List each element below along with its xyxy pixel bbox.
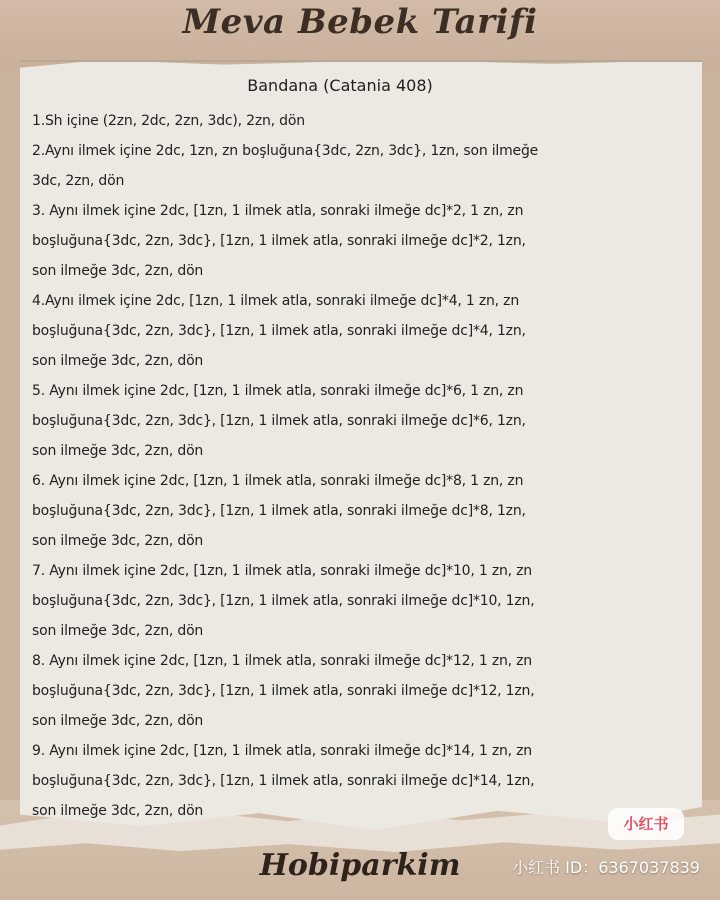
step-4: 4.Aynı ilmek içine 2dc, [1zn, 1 ilmek atla, sonraki ilmeğe dc]*4, 1 zn, zn boşluğuna{3dc, 2zn, 3dc}, [1zn, 1 ilmek atla, sonraki ilmeğe dc]*4, 1zn, son ilmeğe 3dc, 2zn, dön <box>32 293 526 369</box>
step-9: 9. Aynı ilmek içine 2dc, [1zn, 1 ilmek atla, sonraki ilmeğe dc]*14, 1 zn, zn boşluğuna{3dc, 2zn, 3dc}, [1zn, 1 ilmek atla, sonraki ilmeğe dc]*14, 1zn, son ilmeğe 3dc, 2zn, dön <box>32 743 535 819</box>
step-8: 8. Aynı ilmek içine 2dc, [1zn, 1 ilmek atla, sonraki ilmeğe dc]*12, 1 zn, zn boşluğuna{3dc, 2zn, 3dc}, [1zn, 1 ilmek atla, sonraki ilmeğe dc]*12, 1zn, son ilmeğe 3dc, 2zn, dön <box>32 653 535 729</box>
step-3: 3. Aynı ilmek içine 2dc, [1zn, 1 ilmek atla, sonraki ilmeğe dc]*2, 1 zn, zn boşluğuna{3dc, 2zn, 3dc}, [1zn, 1 ilmek atla, sonraki ilmeğe dc]*2, 1zn, son ilmeğe 3dc, 2zn, dön <box>32 203 526 279</box>
footer-brand: Hobiparkim <box>259 848 461 883</box>
xiaohongshu-logo-badge: 小红书 <box>608 808 684 840</box>
xiaohongshu-id-watermark: 小红书 ID：6367037839 <box>512 858 700 877</box>
step-1: 1.Sh içine (2zn, 2dc, 2zn, 3dc), 2zn, dön <box>32 113 305 129</box>
paper-top-edge <box>20 60 702 62</box>
pattern-heading: Bandana (Catania 408) <box>247 76 433 95</box>
step-2: 2.Aynı ilmek içine 2dc, 1zn, zn boşluğuna{3dc, 2zn, 3dc}, 1zn, son ilmeğe 3dc, 2zn, dön <box>32 143 539 189</box>
step-5: 5. Aynı ilmek içine 2dc, [1zn, 1 ilmek atla, sonraki ilmeğe dc]*6, 1 zn, zn boşluğuna{3dc, 2zn, 3dc}, [1zn, 1 ilmek atla, sonraki ilmeğe dc]*6, 1zn, son ilmeğe 3dc, 2zn, dön <box>32 383 526 459</box>
step-7: 7. Aynı ilmek içine 2dc, [1zn, 1 ilmek atla, sonraki ilmeğe dc]*10, 1 zn, zn boşluğuna{3dc, 2zn, 3dc}, [1zn, 1 ilmek atla, sonraki ilmeğe dc]*10, 1zn, son ilmeğe 3dc, 2zn, dön <box>32 563 535 639</box>
step-6: 6. Aynı ilmek içine 2dc, [1zn, 1 ilmek atla, sonraki ilmeğe dc]*8, 1 zn, zn boşluğuna{3dc, 2zn, 3dc}, [1zn, 1 ilmek atla, sonraki ilmeğe dc]*8, 1zn, son ilmeğe 3dc, 2zn, dön <box>32 473 526 549</box>
pattern-steps <box>32 106 672 826</box>
page-title: Meva Bebek Tarifi <box>182 2 538 42</box>
